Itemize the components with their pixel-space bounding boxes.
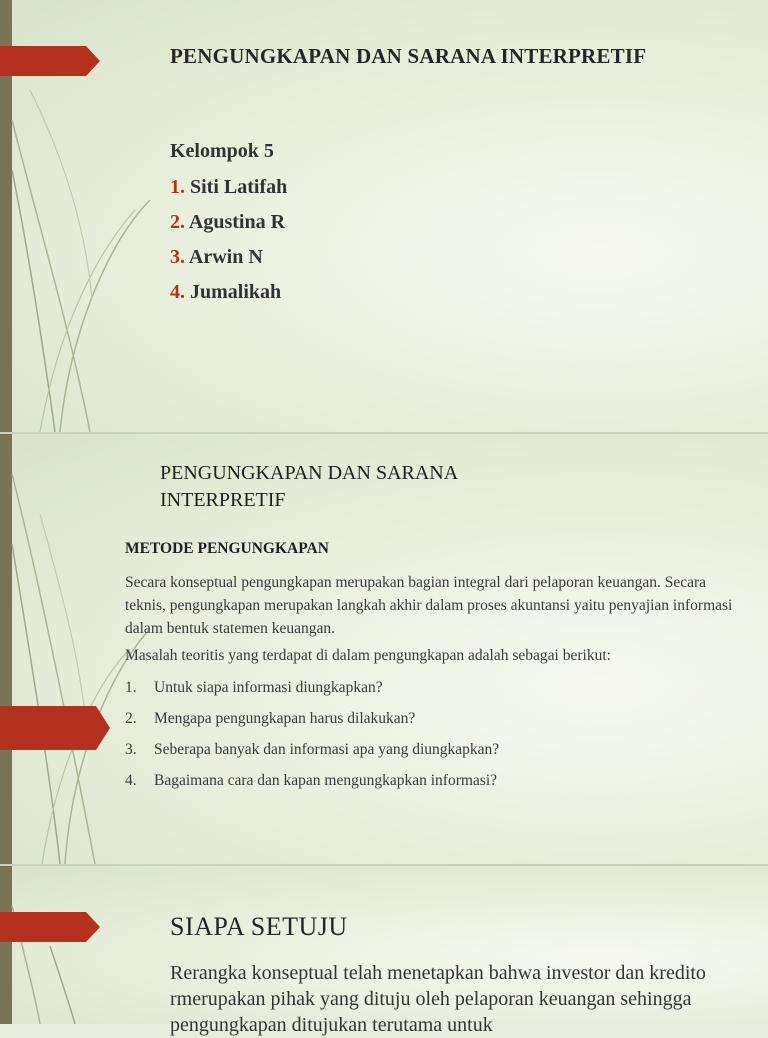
member-name: Agustina R xyxy=(188,211,286,233)
body-paragraph: Secara konseptual pengungkapan merupakan bagian integral dari pelaporan keuangan. Secara teknis, pengungkapan merupakan langkah akhir dalam proses akuntansi yaitu penyajian informasi dalam bentuk statemen keuangan. xyxy=(125,574,733,637)
question-text: Untuk siapa informasi diungkapkan? xyxy=(154,679,383,696)
list-number: 3. xyxy=(170,246,185,268)
list-item xyxy=(170,245,287,280)
section-heading: METODE PENGUNGKAPAN xyxy=(125,540,329,557)
slide-2 xyxy=(0,434,768,864)
list-item xyxy=(170,210,287,245)
question-text: Mengapa pengungkapan harus dilakukan? xyxy=(154,710,416,727)
list-number: 4. xyxy=(170,281,185,303)
question-text: Bagaimana cara dan kapan mengungkapkan informasi? xyxy=(154,772,498,789)
accent-arrow xyxy=(0,912,100,942)
list-number: 2. xyxy=(125,710,137,727)
list-item xyxy=(125,710,499,741)
list-item xyxy=(125,772,499,803)
list-item xyxy=(125,741,499,772)
list-intro: Masalah teoritis yang terdapat di dalam pengungkapan adalah sebagai berikut: xyxy=(125,647,611,664)
slide-1 xyxy=(0,0,768,432)
member-name: Siti Latifah xyxy=(190,176,288,198)
list-number: 1. xyxy=(170,176,185,198)
slide-title: PENGUNGKAPAN DAN SARANA INTERPRETIF xyxy=(160,462,458,511)
slide-title: SIAPA SETUJU xyxy=(170,912,348,941)
list-number: 3. xyxy=(125,741,137,758)
slide-3 xyxy=(0,866,768,1036)
slide-title: PENGUNGKAPAN DAN SARANA INTERPRETIF xyxy=(170,44,647,68)
member-list xyxy=(170,175,287,315)
member-name: Arwin N xyxy=(188,246,263,268)
list-item xyxy=(125,679,499,710)
list-item xyxy=(170,175,287,210)
list-number: 4. xyxy=(125,772,137,789)
list-number: 2. xyxy=(170,211,185,233)
member-name: Jumalikah xyxy=(190,281,282,303)
list-item xyxy=(170,280,287,315)
accent-arrow xyxy=(0,46,100,76)
question-text: Seberapa banyak dan informasi apa yang diungkapkan? xyxy=(154,741,500,758)
accent-arrow xyxy=(0,706,110,750)
group-label: Kelompok 5 xyxy=(170,140,274,162)
question-list xyxy=(125,679,499,803)
list-number: 1. xyxy=(125,679,137,696)
body-paragraph: Rerangka konseptual telah menetapkan bahwa investor dan kredito rmerupakan pihak yang dituju oleh pelaporan keuangan sehingga pengungkapan ditujukan terutama untuk xyxy=(170,962,706,1036)
